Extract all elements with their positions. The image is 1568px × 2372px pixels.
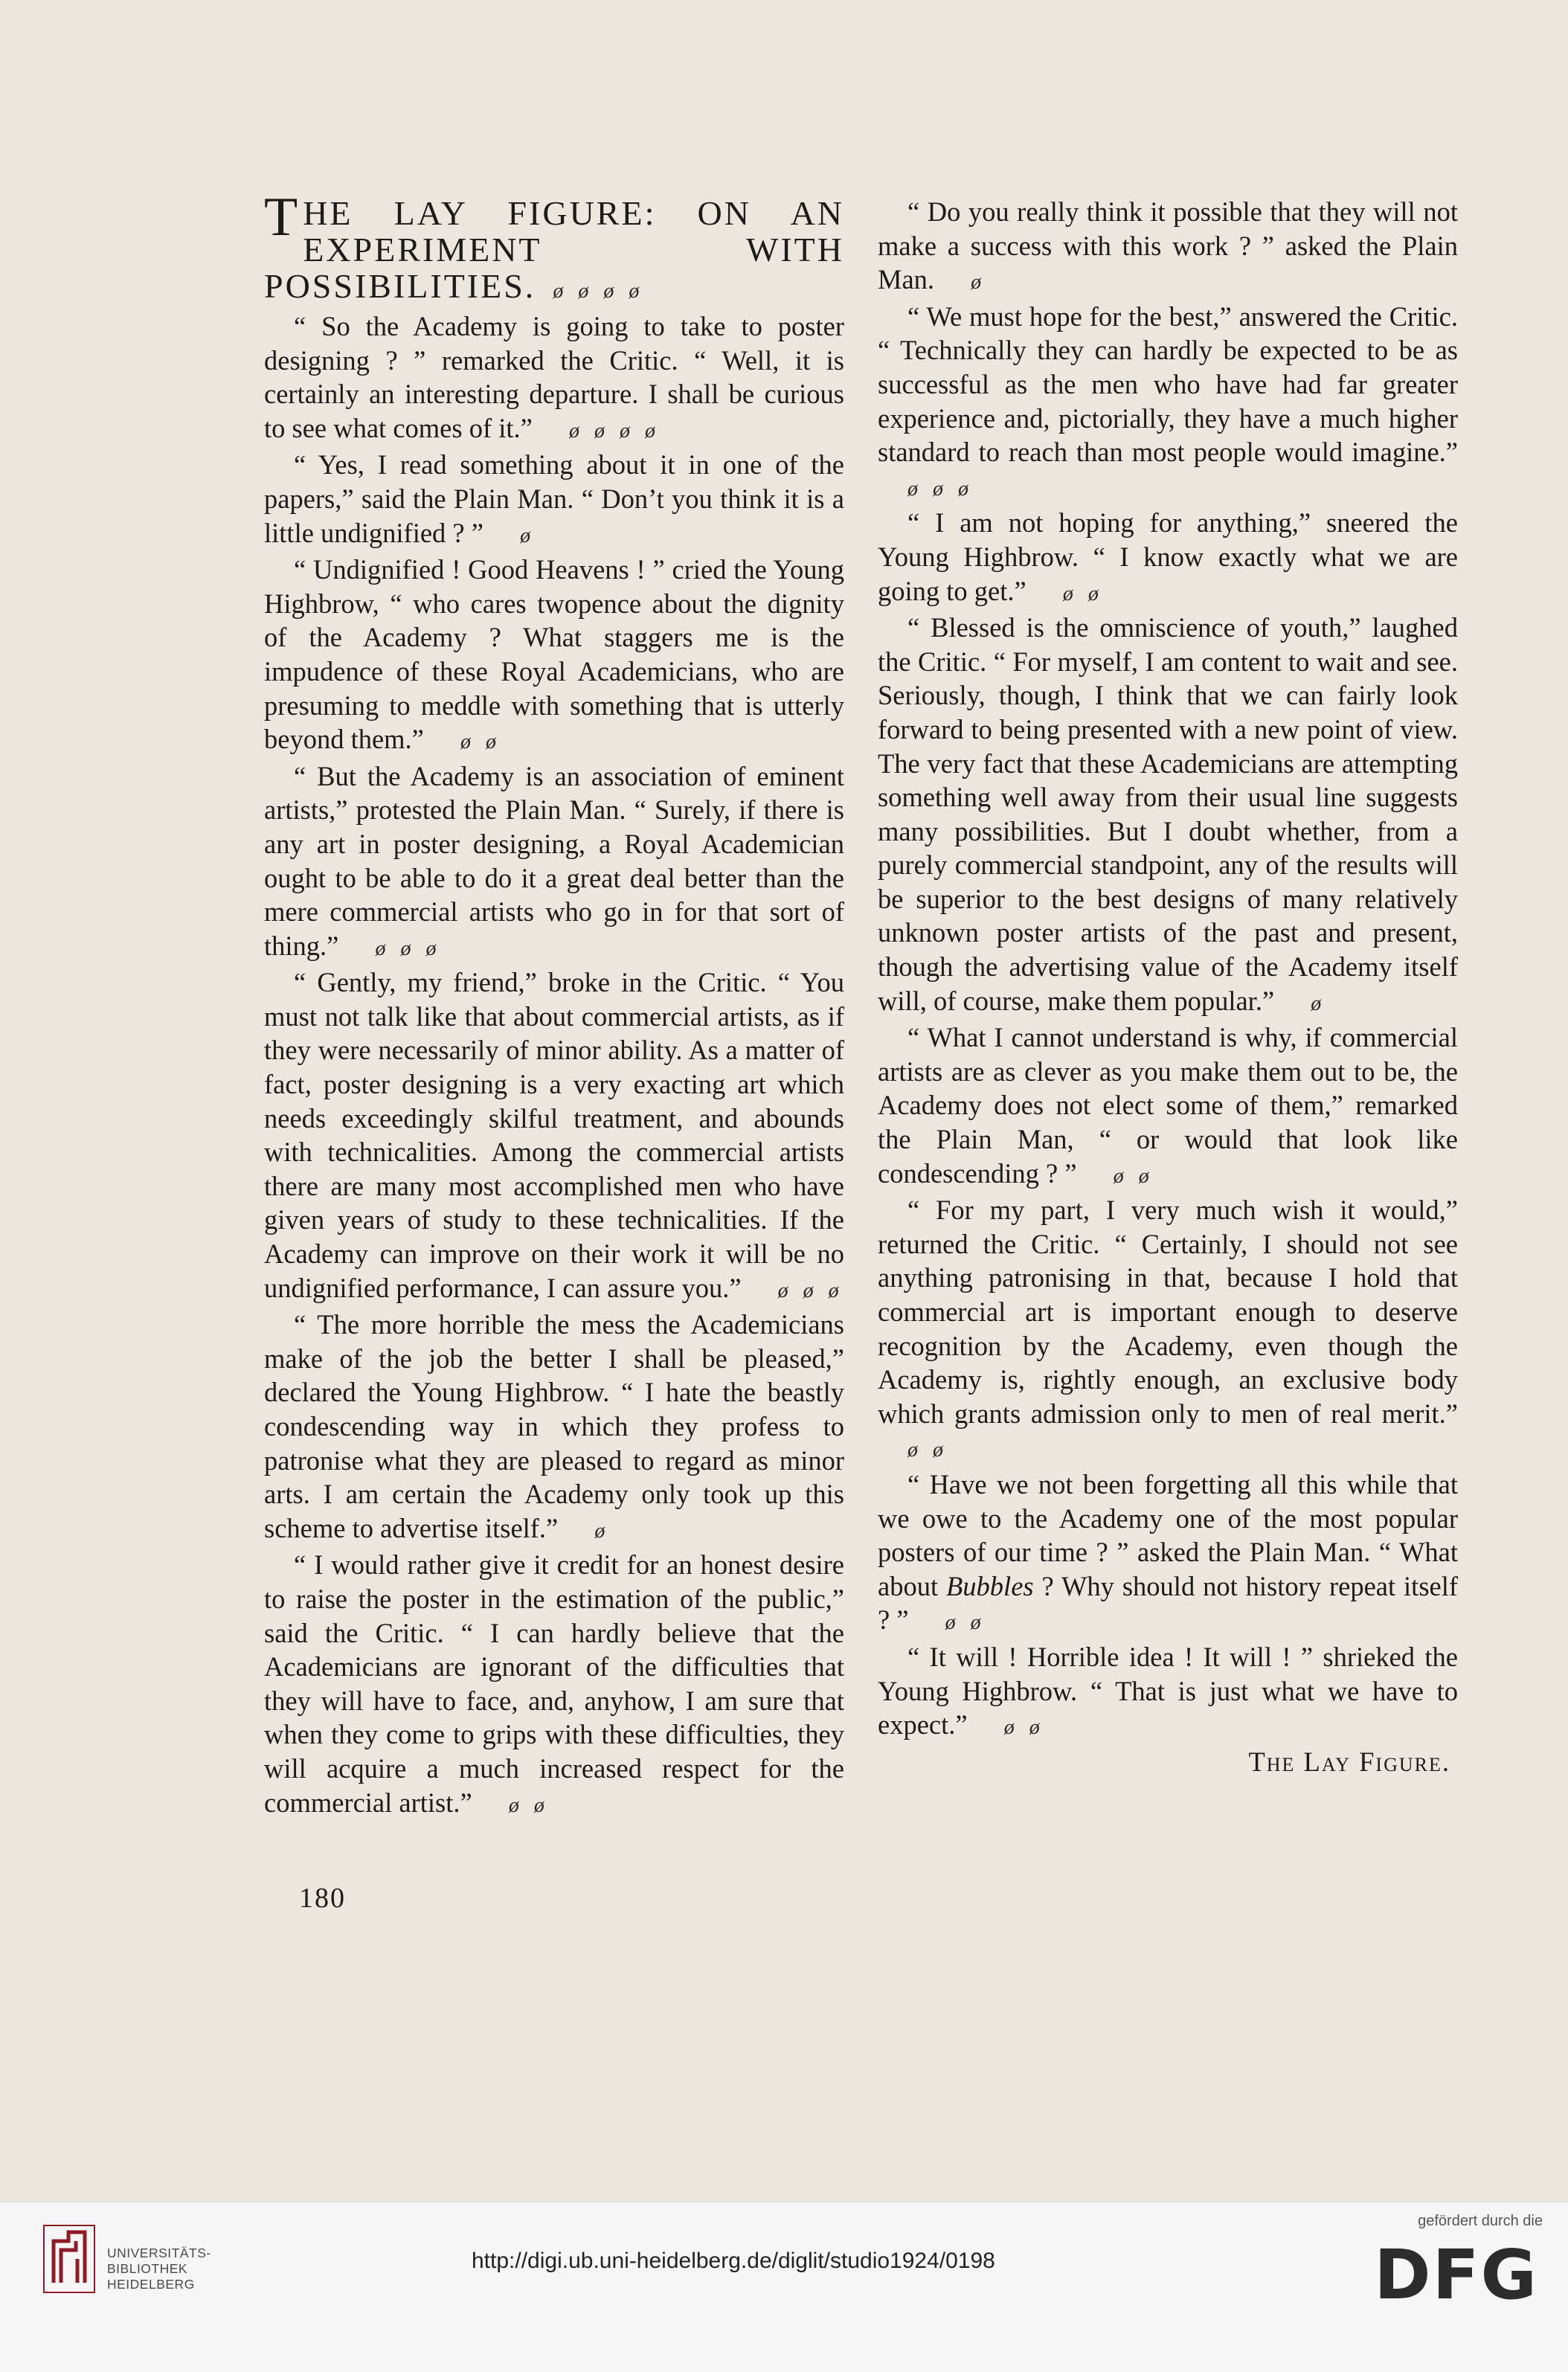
title-text: HE LAY FIGURE: ON AN EXPERIMENT WITH POSSIBILITIES.	[264, 194, 844, 305]
paragraph: “ But the Academy is an association of eminent artists,” protested the Plain Man. “ Surely, if there is any art in poster designing, a Royal Academician ought to be able to do it a great deal better than the mere commercial artists who go in for that sort of thing.” ø ø ø	[264, 759, 844, 966]
leaf-ornament-icon: ø	[619, 419, 630, 443]
leaf-ornament-icon: ø	[1062, 582, 1073, 605]
leaf-ornament-icon: ø	[1138, 1164, 1149, 1188]
leaf-ornament-icon: ø	[553, 280, 566, 303]
leaf-ornament-icon: ø	[520, 524, 531, 547]
page-number: 180	[299, 1883, 346, 1914]
leaf-ornament-icon: ø	[907, 1439, 918, 1462]
text-column-left	[264, 187, 844, 1822]
leaf-ornament-icon: ø	[568, 419, 579, 443]
article-title	[264, 187, 844, 309]
leaf-ornament-icon: ø	[425, 936, 437, 960]
leaf-ornament-icon: ø	[629, 280, 642, 303]
paragraph: “ I would rather give it credit for an honest desire to raise the poster in the estimation of the public,” said the Critic. “ I can hardly believe that the Academicians are ignorant of the difficulties that they will have to face, and, anyhow, I am sure that when they come to grips with these difficulties, they will acquire a much increased respect for the commercial artist.” ø ø	[264, 1548, 844, 1822]
leaf-ornament-icon: ø	[1113, 1164, 1124, 1188]
leaf-ornament-icon: ø	[1003, 1716, 1015, 1740]
leaf-ornament-icon: ø	[460, 730, 472, 754]
leaf-ornament-icon: ø	[958, 477, 968, 501]
leaf-ornament-icon: ø	[970, 1611, 981, 1635]
paragraph: “ Do you really think it possible that they will not make a success with this work ? ” asked the Plain Man. ø	[878, 195, 1458, 300]
funding-label: gefördert durch die	[1418, 2213, 1543, 2229]
leaf-ornament-icon: ø	[828, 1279, 839, 1302]
leaf-ornament-icon: ø	[533, 1793, 544, 1817]
paragraph: “ Undignified ! Good Heavens ! ” cried the Young Highbrow, “ who cares twopence about the dignity of the Academy ? What staggers me is the impudence of these Royal Academicians, who are presuming to meddle with something that is utterly beyond them.” ø ø	[264, 553, 844, 759]
text-column-right	[878, 195, 1458, 1778]
leaf-ornament-icon: ø	[375, 936, 386, 960]
leaf-ornament-icon: ø	[933, 1439, 943, 1462]
italic-title-bubbles: Bubbles	[946, 1570, 1034, 1601]
paragraph: “ Have we not been forgetting all this while that we owe to the Academy one of the most popular posters of our time ? ” asked the Plain Man. “ What about Bubbles ? Why should not history repeat itself ? ” ø ø	[878, 1468, 1458, 1640]
paragraph: “ Blessed is the omniscience of youth,” laughed the Critic. “ For myself, I am content to wait and see. Seriously, though, I think that we can fairly look forward to being presented with a new point of view. The very fact that these Academicians are attempting something well away from their usual line suggests many possibilities. But I doubt whether, from a purely commercial standpoint, any of the results will be superior to the best designs of many relatively unknown poster artists of the past and present, though the advertising value of the Academy itself will, of course, make them popular.” ø	[878, 611, 1458, 1021]
leaf-ornament-icon: ø	[594, 1519, 605, 1543]
paragraph: “ The more horrible the mess the Academicians make of the job the better I shall be pleased,” declared the Young Highbrow. “ I hate the beastly condescending way in which they profess to patronise what they are pleased to regard as minor arts. I am certain the Academy only took up this scheme to advertise itself.” ø	[264, 1308, 844, 1548]
paragraph: “ Gently, my friend,” broke in the Critic. “ You must not talk like that about commercial artists, as if they were necessarily of minor ability. As a matter of fact, poster designing is a very exacting art which needs exceedingly skilful treatment, and abounds with technicalities. Among the commercial artists there are many most accomplished men who have given years of study to these technicalities. If the Academy can improve on their work it will be no undignified performance, I can assure you.” ø ø ø	[264, 965, 844, 1308]
leaf-ornament-icon: ø	[803, 1279, 814, 1302]
paragraph: “ For my part, I very much wish it would,” returned the Critic. “ Certainly, I should not see anything patronising in that, because I hold that commercial art is important enough to deserve recognition by the Academy, even though the Academy is, rightly enough, an exclusive body which grants admission only to men of real merit.” ø ø	[878, 1193, 1458, 1468]
paragraph: “ So the Academy is going to take to poster designing ? ” remarked the Critic. “ Well, it is certainly an interesting departure. I shall be curious to see what comes of it.” ø ø ø ø	[264, 309, 844, 448]
paragraph: “ It will ! Horrible idea ! It will ! ” shrieked the Young Highbrow. “ That is just what we have to expect.” ø ø	[878, 1640, 1458, 1745]
title-initial: T	[264, 187, 301, 248]
leaf-ornament-icon: ø	[508, 1793, 519, 1817]
leaf-ornament-icon: ø	[603, 280, 617, 303]
dfg-logo: DFG	[1374, 2235, 1538, 2315]
leaf-ornament-icon: ø	[1029, 1716, 1040, 1740]
paragraph: “ Yes, I read something about it in one of the papers,” said the Plain Man. “ Don’t you think it is a little undignified ? ” ø	[264, 448, 844, 553]
leaf-ornament-icon: ø	[907, 477, 918, 501]
leaf-ornament-icon: ø	[486, 730, 497, 754]
leaf-ornament-icon: ø	[945, 1611, 956, 1635]
leaf-ornament-icon: ø	[644, 419, 655, 443]
paragraph: “ What I cannot understand is why, if commercial artists are as clever as you make them out to be, the Academy does not elect some of them,” remarked the Plain Man, “ or would that look like condescending ? ” ø ø	[878, 1021, 1458, 1193]
library-logo-icon	[43, 2225, 95, 2293]
leaf-ornament-icon: ø	[1311, 991, 1322, 1015]
paragraph: “ We must hope for the best,” answered the Critic. “ Technically they can hardly be expected to be as successful as the men who have had far greater experience and, pictorially, they have a much higher standard to reach than most people would imagine.” ø ø ø	[878, 300, 1458, 507]
library-name: UNIVERSITÄTS- BIBLIOTHEK HEIDELBERG	[107, 2246, 211, 2292]
signature: The Lay Figure.	[1248, 1746, 1450, 1777]
digitization-footer	[0, 2202, 1568, 2372]
permalink[interactable]: http://digi.ub.uni-heidelberg.de/diglit/studio1924/0198	[472, 2249, 995, 2273]
leaf-ornament-icon: ø	[578, 280, 591, 303]
leaf-ornament-icon: ø	[400, 936, 411, 960]
leaf-ornament-icon: ø	[971, 271, 982, 295]
leaf-ornament-icon: ø	[777, 1279, 788, 1302]
leaf-ornament-icon: ø	[933, 477, 943, 501]
paragraph: “ I am not hoping for anything,” sneered the Young Highbrow. “ I know exactly what we are going to get.” ø ø	[878, 506, 1458, 611]
leaf-ornament-icon: ø	[1087, 582, 1099, 605]
leaf-ornament-icon: ø	[594, 419, 605, 443]
